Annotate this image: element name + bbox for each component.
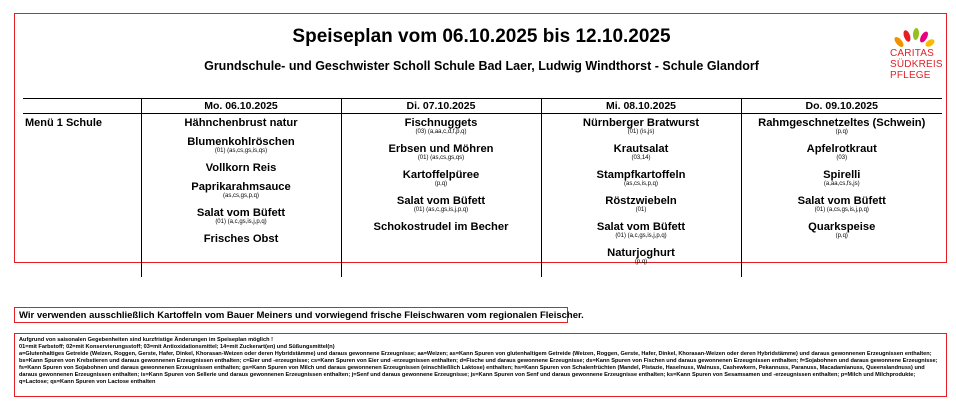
- dish-name: Krautsalat: [613, 143, 669, 155]
- sourcing-notice-box: [14, 307, 584, 323]
- dish-allergens: (01) (as,cs,gs,qs): [417, 155, 465, 161]
- dish-name: Apfelrotkraut: [806, 143, 877, 155]
- dish-allergens: (as,cs,gs,p,q): [222, 193, 259, 199]
- dish: [342, 195, 541, 214]
- dish: [142, 207, 341, 226]
- dish-allergens: (p,q): [634, 259, 648, 265]
- dish: [342, 117, 541, 136]
- row-label: Menü 1 Schule: [25, 117, 103, 129]
- dish-name: Fischnuggets: [404, 117, 478, 129]
- dish-name: Stampfkartoffeln: [596, 169, 686, 181]
- dish-name: Röstzwiebeln: [605, 195, 677, 207]
- allergen-legend-box: [14, 333, 947, 397]
- menu-row: [23, 114, 942, 278]
- dish-name: Spirelli: [823, 169, 861, 181]
- dish-allergens: (p,q): [835, 233, 848, 239]
- logo-line-1: CARITAS: [890, 48, 934, 59]
- day-column-tuesday: [341, 114, 541, 278]
- dish-name: Salat vom Büfett: [196, 207, 286, 219]
- dish: [742, 195, 943, 214]
- day-column-monday: [141, 114, 341, 278]
- menu-header-row: [23, 99, 942, 114]
- allergen-legend: [19, 337, 944, 386]
- dish-name: Hähnchenbrust natur: [184, 117, 298, 129]
- dish: [342, 169, 541, 188]
- dish-allergens: (01) (as,c,gs,is,j,p,q): [413, 207, 469, 213]
- row-label-header: [23, 99, 141, 114]
- dish: [142, 181, 341, 200]
- dish: [142, 136, 341, 155]
- dish-name: Erbsen und Möhren: [388, 143, 494, 155]
- leaves-logo-icon: [889, 26, 939, 48]
- dish-name: Paprikarahmsauce: [191, 181, 291, 193]
- dish-name: Salat vom Büfett: [797, 195, 886, 207]
- day-column-thursday: [741, 114, 942, 278]
- dish-name: Blumenkohlröschen: [187, 136, 295, 148]
- day-header: Di. 07.10.2025: [341, 99, 541, 114]
- dish: [542, 169, 741, 188]
- logo-line-3: PFLEGE: [890, 70, 931, 81]
- dish-allergens: (p,q): [835, 129, 848, 135]
- school-subtitle: Grundschule- und Geschwister Scholl Schule Bad Laer, Ludwig Windthorst - Schule Glandorf: [204, 59, 759, 73]
- dish: [142, 117, 341, 129]
- dish-name: Vollkorn Reis: [205, 162, 277, 174]
- caritas-logo: [873, 26, 953, 86]
- dish: [542, 195, 741, 214]
- dish-name: Salat vom Büfett: [396, 195, 486, 207]
- day-header: Mo. 06.10.2025: [141, 99, 341, 114]
- dish: [542, 143, 741, 162]
- page-title: Speiseplan vom 06.10.2025 bis 12.10.2025: [292, 26, 671, 47]
- dish-allergens: (01) (is,js): [627, 129, 655, 135]
- dish-allergens: (01) (a,cs,gs,is,j,p,q): [814, 207, 869, 213]
- dish-allergens: (p,q): [434, 181, 448, 187]
- dish-allergens: (01) (a,c,gs,is,j,p,q): [215, 219, 267, 225]
- legend-change-note: Aufgrund von saisonalen Gegebenheiten sind kurzfristige Änderungen im Speiseplan möglich !: [19, 337, 273, 343]
- dish-name: Salat vom Büfett: [596, 221, 686, 233]
- dish-name: Nürnberger Bratwurst: [582, 117, 700, 129]
- dish: [342, 143, 541, 162]
- menu-table: [23, 98, 942, 277]
- dish: [742, 221, 943, 240]
- day-column-wednesday: [541, 114, 741, 278]
- dish: [742, 143, 943, 162]
- dish-name: Rahmgeschnetzeltes (Schwein): [758, 117, 926, 129]
- dish-allergens: (01) (a,c,gs,is,j,p,q): [615, 233, 667, 239]
- dish-allergens: (01) (as,cs,gs,is,qs): [214, 148, 268, 154]
- dish-name: Schokostrudel im Becher: [373, 221, 509, 233]
- dish: [542, 247, 741, 266]
- day-header: Mi. 08.10.2025: [541, 99, 741, 114]
- dish-allergens: (a,aa,cs,fs,js): [823, 181, 860, 187]
- legend-additives: 01=mit Farbstoff; 02=mit Konservierungsstoff; 03=mit Antioxidationsmittel; 14=mit Zuckerart(en) und Süßungsmittel(n): [19, 344, 335, 350]
- dish: [542, 221, 741, 240]
- dish-name: Quarkspeise: [808, 221, 876, 233]
- dish: [342, 221, 541, 233]
- dish-allergens: (03) (a,aa,c,d,f,p,q): [415, 129, 467, 135]
- menu-plan-box: [14, 13, 947, 263]
- dish-allergens: (as,cs,is,p,q): [623, 181, 658, 187]
- dish: [742, 117, 943, 136]
- legend-allergens: a=Glutenhaltiges Getreide (Weizen, Roggen, Gerste, Hafer, Dinkel, Khorasan-Weizen oder deren Hybridstämme) und daraus gewonnene Erzeugnisse; aa=Weizen; as=Kann Spuren von glutenhaltigem Getreide (Weizen, Roggen, Gerste, Hafer, Dinkel, Khorasan-Weizen oder deren Hybridstämme) und daraus gewonnenen Erzeugnissen enthalten; bs=Kann Spuren von Krebstieren und daraus gewonnenen Erzeugnissen enthalten; c=Eier und -erzeugnisse; cs=Kann Spuren von Eier und -erzeugnissen enthalten; d=Fische und daraus gewonnene Erzeugnisse; ds=Kann Spuren von Fischen und daraus gewonnenen Erzeugnissen enthalten; f=Sojabohnen und daraus gewonnene Erzeugnisse; fs=Kann Spuren von Sojabohnen und daraus gewonnenen Erzeugnissen enthalten; gs=Kann Spuren von Milch und daraus gewonnenen Erzeugnissen (einschließlich Laktose) enthalten; hs=Kann Spuren von Schalenfrüchten (Mandel, Pistazie, Haselnuss, Walnuss, Cashewkern, Pekannuss, Paranuss, Macadamianuss, Queenslandnuss) und daraus gewonnenen Erzeugnissen enthalten; is=Kann Spuren von Sellerie und daraus gewonnenen Erzeugnissen enthalten; j=Senf und daraus gewonnene Erzeugnisse; js=Kann Spuren von Senf und daraus gewonnene Erzeugnisse enthalten; ks=Kann Spuren von Sesamsamen und -erzeugnissen enthalten; p=Milch und Milchprodukte; q=Lactose; qs=Kann Spuren von Lactose enthalten: [19, 351, 938, 385]
- dish: [142, 233, 341, 245]
- dish-name: Kartoffelpüree: [402, 169, 480, 181]
- dish: [742, 169, 943, 188]
- sourcing-notice: Wir verwenden ausschließlich Kartoffeln vom Bauer Meiners und vorwiegend frische Fleischwaren vom regionalen Fleischer.: [19, 310, 584, 321]
- logo-line-2: SÜDKREIS: [890, 59, 943, 70]
- dish-name: Frisches Obst: [203, 233, 279, 245]
- dish-name: Naturjoghurt: [607, 247, 675, 259]
- day-header: Do. 09.10.2025: [741, 99, 942, 114]
- dish-allergens: (01): [635, 207, 647, 213]
- dish: [542, 117, 741, 136]
- dish-allergens: (03): [836, 155, 848, 161]
- dish: [142, 162, 341, 174]
- dish-allergens: (03,14): [631, 155, 651, 161]
